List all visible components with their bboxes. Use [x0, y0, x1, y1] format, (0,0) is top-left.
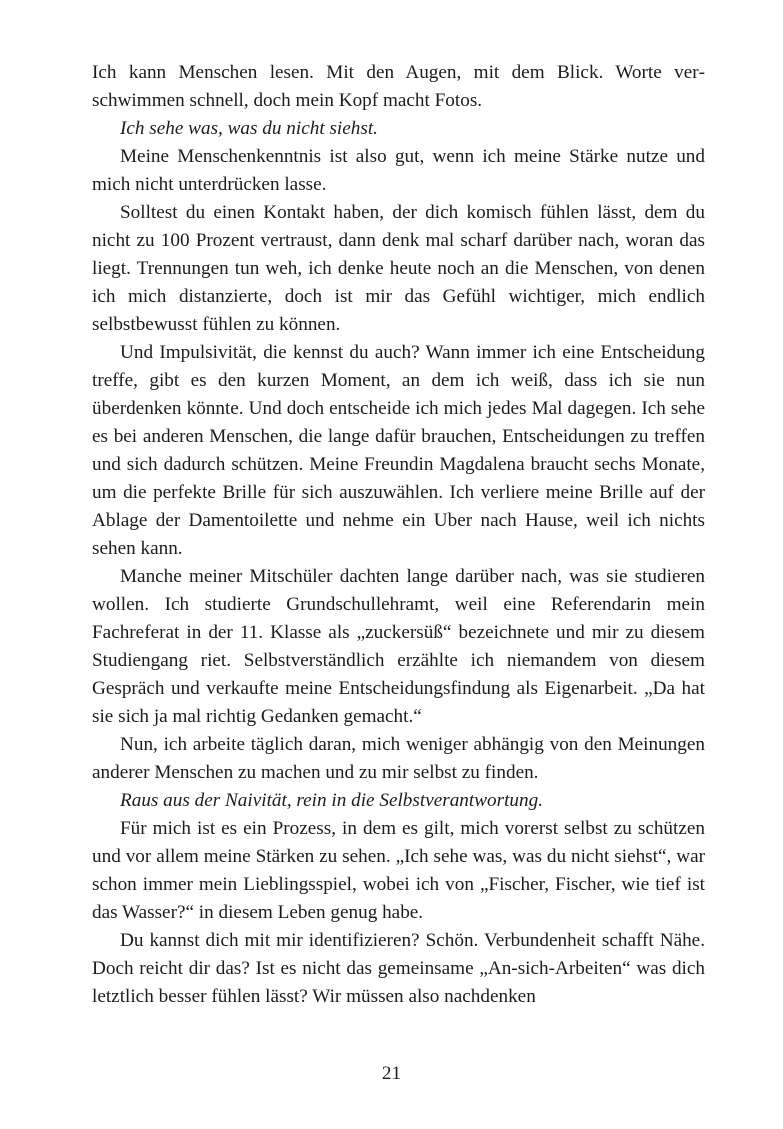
- page-number: 21: [381, 1063, 402, 1084]
- paragraph-7: Nun, ich arbeite täglich daran, mich weniger abhängig von den Meinungen anderer Menschen zu machen und zu mir selbst zu finden.: [92, 734, 705, 783]
- paragraph-10: Du kannst dich mit mir identifizieren? Schön. Verbundenheit schafft Nähe. Doch reicht dir das? Ist es nicht das gemeinsame „An-sich-Arbeiten“ was dich letztlich besser fühlen lässt? Wir müssen also nachdenken: [92, 930, 705, 1007]
- paragraph-9: Für mich ist es ein Prozess, in dem es gilt, mich vorerst selbst zu schützen und vor allem meine Stärken zu sehen. „Ich sehe was, was du nicht siehst“, war schon immer mein Lieblingsspiel, wobei ich von „Fischer, Fischer, wie tief ist das Wasser?“ in diesem Leben genug habe.: [92, 818, 705, 923]
- paragraph-1: Ich kann Menschen lesen. Mit den Augen, mit dem Blick. Worte verschwimmen schnell, doch mein Kopf macht Fotos.: [92, 62, 705, 111]
- paragraph-3: Meine Menschenkenntnis ist also gut, wenn ich meine Stärke nutze und mich nicht unterdrücken lasse.: [92, 146, 705, 195]
- paragraph-8-italic: Raus aus der Naivität, rein in die Selbstverantwortung.: [120, 790, 543, 811]
- paragraph-4: Solltest du einen Kontakt haben, der dich komisch fühlen lässt, dem du nicht zu 100 Prozent vertraust, dann denk mal scharf darüber nach, woran das liegt. Trennungen tun weh, ich denke heute noch an die Menschen, von denen ich mich distanzierte, doch ist mir das Gefühl wichtiger, mich endlich selbstbewusst fühlen zu können.: [92, 202, 705, 335]
- paragraph-6: Manche meiner Mitschüler dachten lange darüber nach, was sie studieren wollen. Ich studierte Grundschullehramt, weil eine Referendarin mein Fachreferat in der 11. Klasse als „zuckersüß“ bezeichnete und mir zu diesem Studiengang riet. Selbstverständlich erzählte ich niemandem von diesem Gespräch und verkaufte meine Entscheidungsfindung als Eigenarbeit. „Da hat sie sich ja mal richtig Gedanken gemacht.“: [92, 566, 705, 727]
- page-body: [92, 59, 705, 1011]
- paragraph-5: Und Impulsivität, die kennst du auch? Wann immer ich eine Entscheidung treffe, gibt es den kurzen Moment, an dem ich weiß, dass ich sie nun überdenken könnte. Und doch entscheide ich mich jedes Mal dagegen. Ich sehe es bei anderen Menschen, die lange dafür brauchen, Entscheidungen zu treffen und sich dadurch schützen. Meine Freundin Magdalena braucht sechs Monate, um die perfekte Brille für sich auszuwählen. Ich verliere meine Brille auf der Ablage der Damentoilette und nehme ein Uber nach Hause, weil ich nichts sehen kann.: [92, 342, 705, 559]
- paragraph-2-italic: Ich sehe was, was du nicht siehst.: [120, 118, 378, 139]
